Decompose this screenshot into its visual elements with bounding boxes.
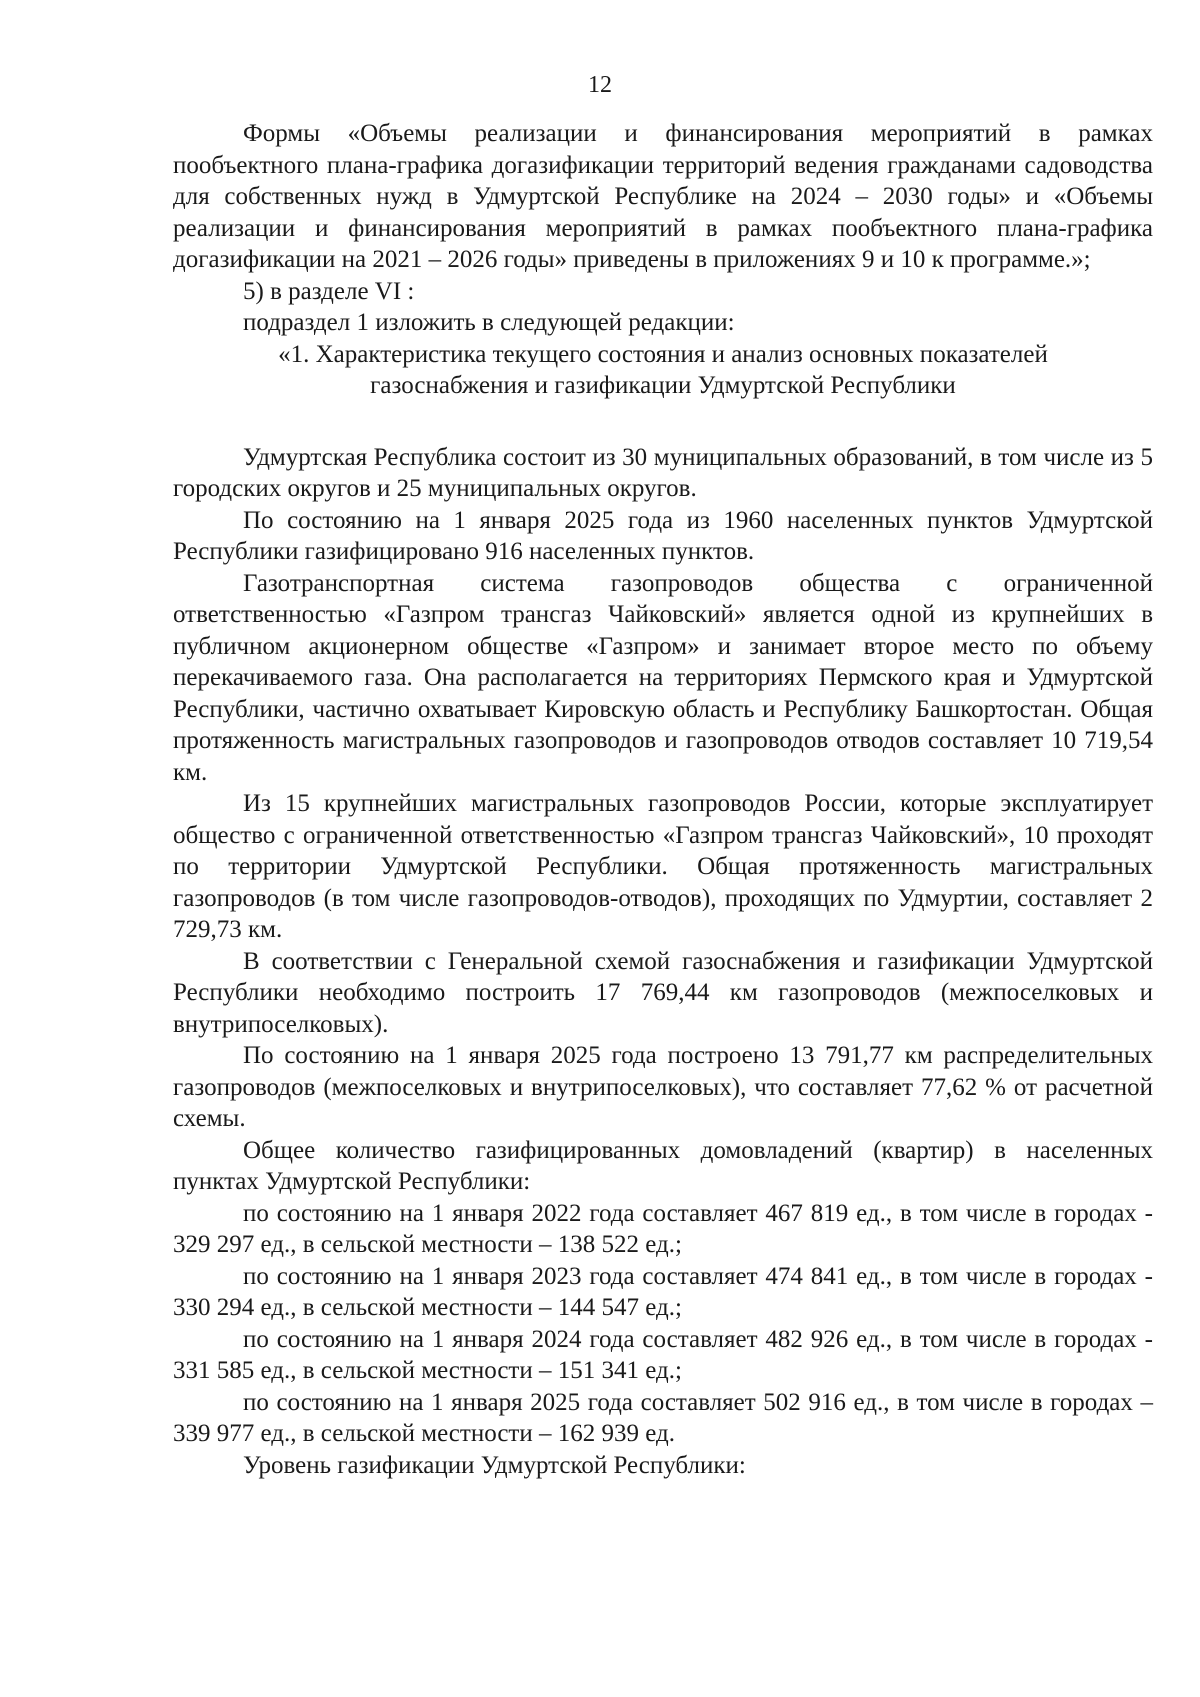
paragraph: Газотранспортная система газопроводов общества с ограниченной ответственностью «Газпром трансгаз Чайковский» является одной из крупнейших в публичном акционерном обществе «Газпром» и занимает второе место по объему перекачиваемого газа. Она располагается на территориях Пермского края и Удмуртской Республики, частично охватывает Кировскую область и Республику Башкортостан. Общая протяженность магистральных газопроводов и газопроводов отводов составляет 10 719,54 км.: [173, 569, 1153, 786]
paragraph: Уровень газификации Удмуртской Республики:: [243, 1451, 746, 1479]
paragraph: Общее количество газифицированных домовладений (квартир) в населенных пунктах Удмуртской Республики:: [173, 1136, 1153, 1195]
paragraph: По состоянию на 1 января 2025 года построено 13 791,77 км распределительных газопроводов (межпоселковых и внутрипоселковых), что составляет 77,62 % от расчетной схемы.: [173, 1042, 1153, 1132]
page-number: 12: [588, 72, 612, 98]
paragraph: по состоянию на 1 января 2023 года составляет 474 841 ед., в том числе в городах - 330 294 ед., в сельской местности – 144 547 ед.;: [173, 1262, 1153, 1321]
paragraph: Из 15 крупнейших магистральных газопроводов России, которые эксплуатирует общество с ограниченной ответственностью «Газпром трансгаз Чайковский», 10 проходят по территории Удмуртской Республики. Общая протяженность магистральных газопроводов (в том числе газопроводов-отводов), проходящих по Удмуртии, составляет 2 729,73 км.: [173, 790, 1153, 943]
paragraph: 5) в разделе VI :: [243, 277, 415, 305]
document-body: [173, 118, 1153, 1481]
paragraph: По состоянию на 1 января 2025 года из 1960 населенных пунктов Удмуртской Республики газифицировано 916 населенных пунктов.: [173, 506, 1153, 565]
paragraph: по состоянию на 1 января 2022 года составляет 467 819 ед., в том числе в городах - 329 297 ед., в сельской местности – 138 522 ед.;: [173, 1199, 1153, 1258]
paragraph: по состоянию на 1 января 2024 года составляет 482 926 ед., в том числе в городах - 331 585 ед., в сельской местности – 151 341 ед.;: [173, 1325, 1153, 1384]
paragraph: подраздел 1 изложить в следующей редакции:: [243, 309, 735, 336]
paragraph: по состоянию на 1 января 2025 года составляет 502 916 ед., в том числе в городах – 339 977 ед., в сельской местности – 162 939 ед.: [173, 1388, 1153, 1447]
section-heading: [173, 339, 1153, 402]
section-heading-line: «1. Характеристика текущего состояния и анализ основных показателей: [278, 340, 1048, 368]
paragraph: В соответствии с Генеральной схемой газоснабжения и газификации Удмуртской Республики необходимо построить 17 769,44 км газопроводов (межпоселковых и внутрипоселковых).: [173, 947, 1153, 1038]
paragraph: Удмуртская Республика состоит из 30 муниципальных образований, в том числе из 5 городских округов и 25 муниципальных округов.: [173, 443, 1153, 502]
section-heading-line: газоснабжения и газификации Удмуртской Республики: [370, 372, 956, 399]
paragraph: Формы «Объемы реализации и финансирования мероприятий в рамках пообъектного плана-графика догазификации территорий ведения гражданами садоводства для собственных нужд в Удмуртской Республике на 2024 – 2030 годы» и «Объемы реализации и финансирования мероприятий в рамках пообъектного плана-графика догазификации на 2021 – 2026 годы» приведены в приложениях 9 и 10 к программе.»;: [173, 120, 1153, 273]
